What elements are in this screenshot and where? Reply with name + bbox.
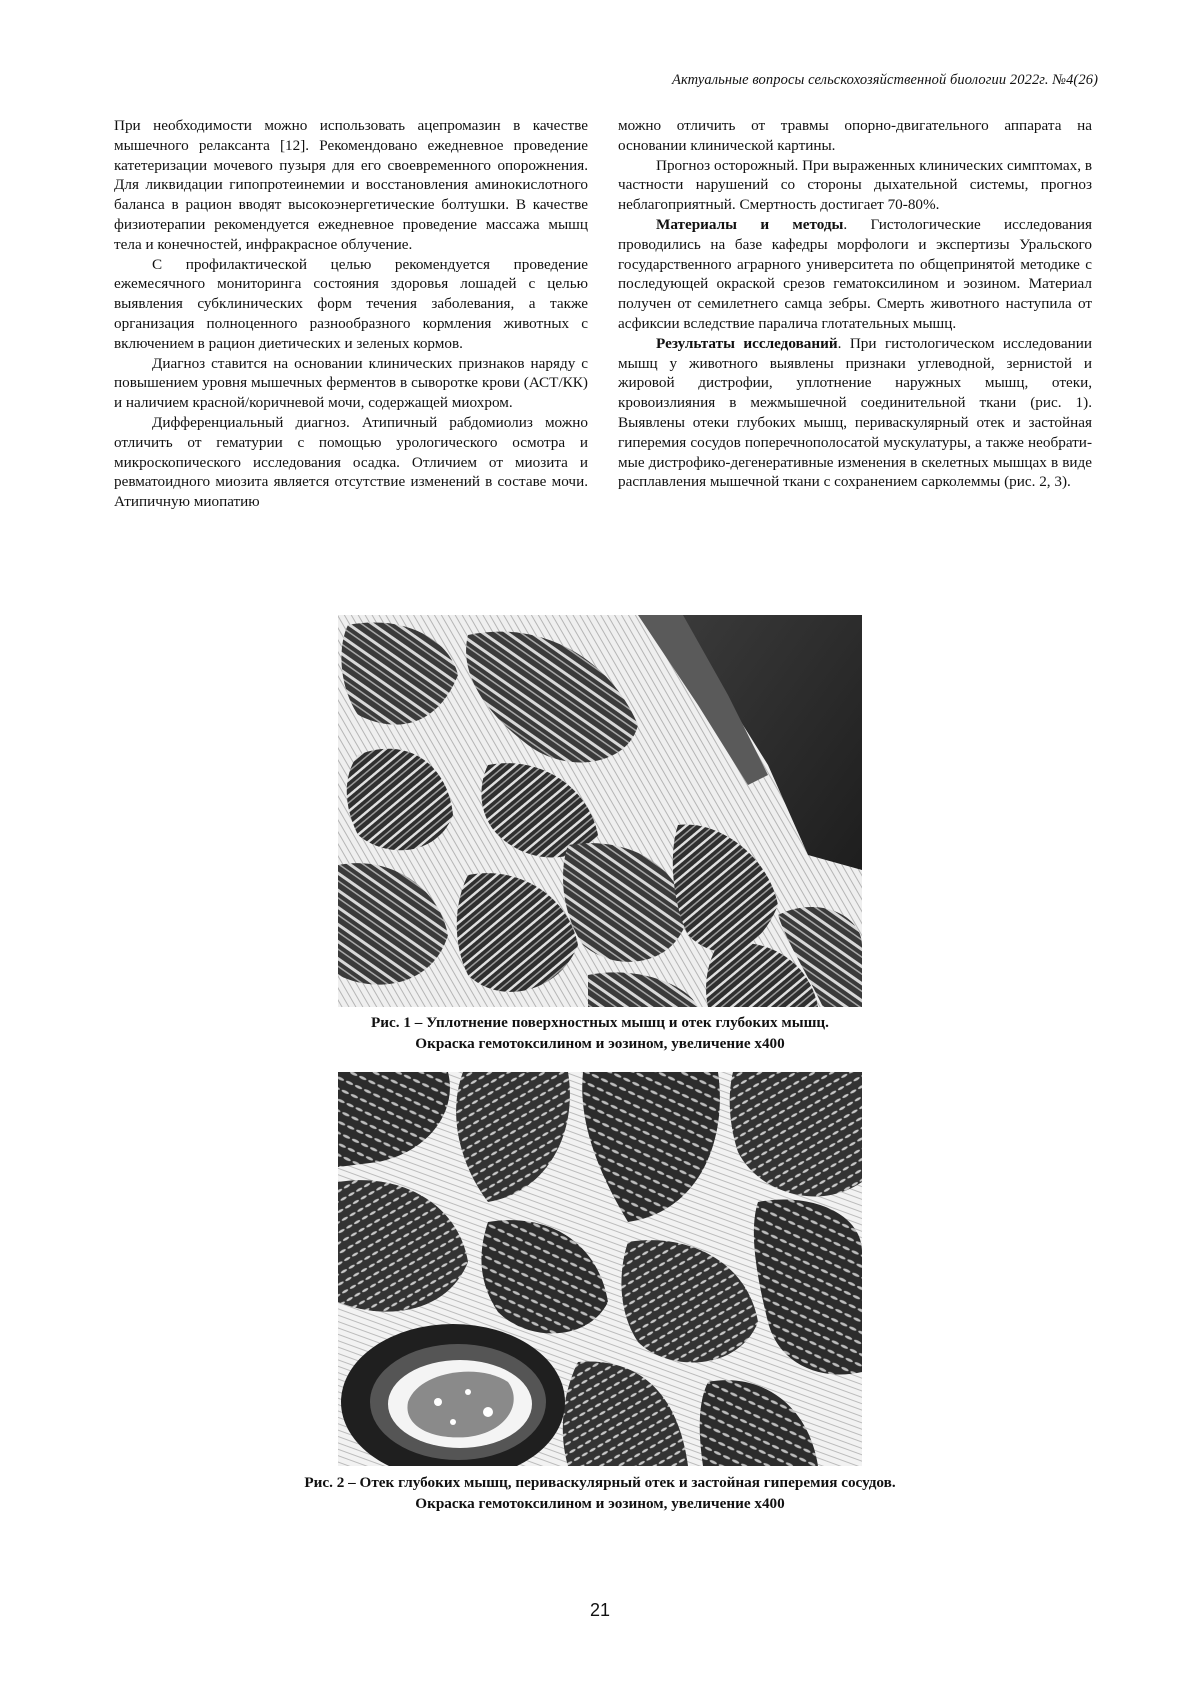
right-column — [618, 116, 1092, 492]
left-column — [114, 116, 588, 512]
caption-line: Окраска гемотоксилином и эозином, увеличение х400 — [415, 1495, 785, 1512]
paragraph: Прогноз осторожный. При выраженных клинических симптомах, в частности нарушений со стороны дыхательной системы, прогноз неблагоприятный. Смертность достигает 70-80%. — [618, 156, 1092, 214]
caption-line: Рис. 1 – Уплотнение поверхностных мышц и отек глубоких мышц. — [371, 1014, 829, 1031]
figure-2-caption — [60, 1472, 1140, 1514]
paragraph: Диагноз ставится на основании клинических признаков наряду с повышением уровня мышечных ферментов в сыворотке крови (АСТ/КК) и наличием красной/коричневой мочи, содержащей миохром. — [114, 354, 588, 412]
figure-1-micrograph — [338, 615, 862, 1007]
paragraph-materials-methods — [618, 215, 1092, 334]
paragraph: С профилактической целью рекомендуется проведение ежемесячного мониторинга состояния здоровья лошадей с целью выявления субклинических форм течения заболевания, а также организация полноценного разнообразного кормления животных с включением в рацион диетических и зеленых кормов. — [114, 255, 588, 352]
section-heading: Результаты исследований — [656, 334, 838, 352]
paragraph: При необходимости можно использовать ацепромазин в качестве мышечного релаксанта [12]. Рекомендовано ежедневное проведение катетеризации мочевого пузыря для его своевременного опорожнения. Для ликвидации гипопротеинемии и восстановления аминокислотного баланса в рацион вводят высокоэнергетические болтушки. В качестве физиотерапии рекомендуется ежедневное проведение массажа мышц тела и конечностей, инфракрасное облучение. — [114, 117, 588, 253]
micrograph-2-image — [338, 1072, 862, 1466]
caption-line: Рис. 2 – Отек глубоких мышц, периваскулярный отек и застойная гиперемия сосудов. — [304, 1474, 896, 1491]
caption-line: Окраска гемотоксилином и эозином, увеличение х400 — [415, 1035, 785, 1052]
figure-1-caption — [60, 1012, 1140, 1054]
paragraph-results — [618, 334, 1092, 492]
section-heading: Материалы и методы — [656, 215, 844, 233]
paragraph-text: . При гистологическом исследовании мышц у животного выявлены признаки углеводной, зернистой и жировой дистрофии, уплотнение наружных мышц, отеки, кровоизлияния в межмышечной соединительной ткани (рис. 1). Выявлены отеки глубоких мышц, периваскулярный отек и застойная гиперемия сосудов поперечнополосатой мускулатуры, а также необратимые дистрофико-дегенеративные изменения в скелетных мышцах в виде расплавления мышечной ткани с сохранением сарколеммы (рис. 2, 3). — [618, 334, 1092, 491]
paragraph: можно отличить от травмы опорно-двигательного аппарата на основании клинической картины. — [618, 117, 1092, 154]
paragraph: Дифференциальный диагноз. Атипичный рабдомиолиз можно отличить от гематурии с помощью урологического осмотра и микроскопического исследования осадка. Отличием от миозита и ревматоидного миозита является отсутствие изменений в составе мочи. Атипичную миопатию — [114, 413, 588, 511]
journal-header: Актуальные вопросы сельскохозяйственной биологии 2022г. №4(26) — [672, 72, 1098, 88]
micrograph-1-image — [338, 615, 862, 1007]
figure-2-micrograph — [338, 1072, 862, 1466]
paragraph-text: . Гистологические исследования проводились на базе кафедры морфологи и экспертизы Уральского государственного аграрного университета по общепринятой методике с последующей окраской срезов гематоксилином и эозином. Материал получен от семилетнего самца зебры. Смерть животного наступила от асфиксии вследствие паралича глотательных мышц. — [618, 215, 1092, 332]
page-number: 21 — [589, 1600, 611, 1620]
